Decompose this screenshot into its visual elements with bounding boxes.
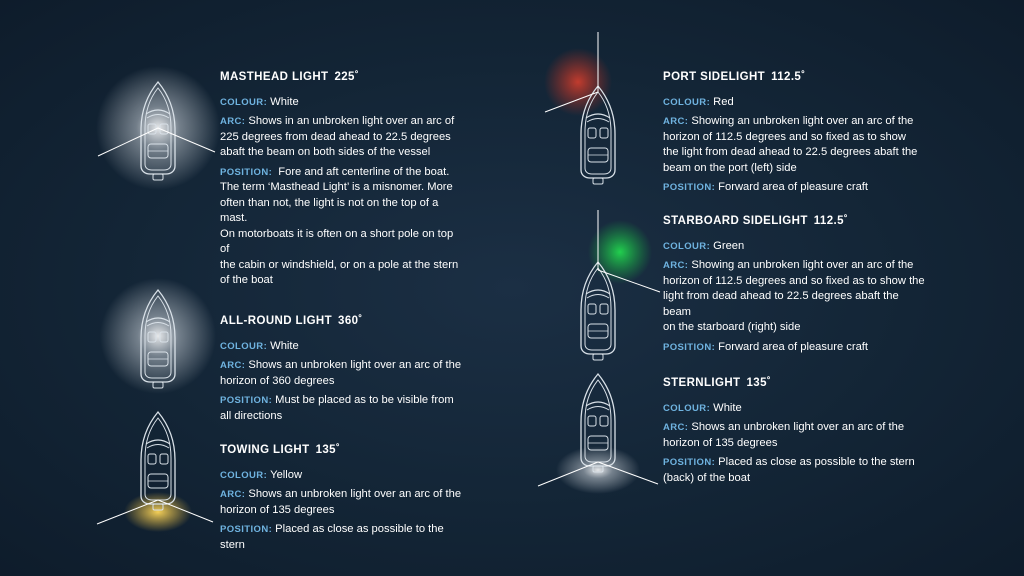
towing-glow xyxy=(124,492,192,532)
colour-label: COLOUR: xyxy=(663,402,711,414)
section-title: MASTHEAD LIGHT 225˚ xyxy=(220,71,360,83)
section-title: ALL-ROUND LIGHT 360˚ xyxy=(220,315,363,327)
colour-label: COLOUR: xyxy=(220,96,268,108)
arc-label: ARC: xyxy=(220,489,246,500)
arc-value: Shows an unbroken light over an arc of the horizon of 135 degrees xyxy=(663,421,905,449)
colour-value: White xyxy=(270,95,299,108)
arc-label: ARC: xyxy=(663,260,689,271)
colour-value: Yellow xyxy=(270,468,303,481)
arc-value: Showing an unbroken light over an arc of the horizon of 112.5 degrees and so fixed as to show the light from dead ahead to 22.5 degrees abaft the beam on the port (left) side xyxy=(663,115,918,174)
arc-label: ARC: xyxy=(220,116,246,127)
colour-label: COLOUR: xyxy=(220,469,268,481)
section-title: TOWING LIGHT 135˚ xyxy=(220,444,341,456)
colour-value: Red xyxy=(713,95,734,108)
position-value: Placed as close as possible to the stern (back) of the boat xyxy=(663,456,915,484)
masthead-light-illustration xyxy=(96,66,220,190)
colour-value: White xyxy=(270,339,299,352)
towing-light-section xyxy=(220,443,480,557)
arc-value: Shows an unbroken light over an arc of the horizon of 135 degrees xyxy=(220,488,462,516)
colour-value: White xyxy=(713,401,742,414)
port-red-glow xyxy=(544,48,612,116)
all-round-light-illustration xyxy=(100,278,216,394)
colour-label: COLOUR: xyxy=(663,240,711,252)
position-value: Fore and aft centerline of the boat. The term ‘Masthead Light’ is a misnomer. More often than not, the light is not on the top of a mast. On motorboats it is often on a short pole on top of the cabin or windshield, or on a pole at the stern of the boat xyxy=(220,165,459,286)
arc-value: Shows in an unbroken light over an arc of 225 degrees from dead ahead to 22.5 degrees abaft the beam on both sides of the vessel xyxy=(220,115,455,158)
position-label: POSITION: xyxy=(220,524,273,535)
position-label: POSITION: xyxy=(663,457,716,468)
arc-label: ARC: xyxy=(220,360,246,371)
position-value: Must be placed as to be visible from all directions xyxy=(220,394,454,422)
position-label: POSITION: xyxy=(663,182,716,193)
position-value: Forward area of pleasure craft xyxy=(718,181,869,193)
sternlight-illustration xyxy=(538,374,658,494)
all-round-light-section xyxy=(220,314,480,428)
starboard-sidelight-section xyxy=(663,214,943,359)
port-sidelight-section xyxy=(663,70,943,200)
arc-value: Shows an unbroken light over an arc of the horizon of 360 degrees xyxy=(220,359,462,387)
masthead-light-section xyxy=(220,70,480,293)
position-label: POSITION: xyxy=(220,395,273,406)
section-title: STERNLIGHT 135˚ xyxy=(663,377,772,389)
colour-value: Green xyxy=(713,239,745,252)
arc-value: Showing an unbroken light over an arc of the horizon of 112.5 degrees and so fixed as to show the light from dead ahead to 22.5 degrees abaft the beam on the starboard (right) side xyxy=(663,259,925,333)
position-label: POSITION: xyxy=(220,166,273,178)
sternlight-section xyxy=(663,376,943,490)
section-title: STARBOARD SIDELIGHT 112.5˚ xyxy=(663,215,849,227)
starboard-sidelight-illustration xyxy=(581,210,660,360)
arc-label: ARC: xyxy=(663,116,689,127)
arc-label: ARC: xyxy=(663,422,689,433)
stern-glow xyxy=(556,446,640,494)
section-title: PORT SIDELIGHT 112.5˚ xyxy=(663,71,806,83)
position-label: POSITION: xyxy=(663,341,716,353)
position-value: Placed as close as possible to the stern xyxy=(220,523,444,551)
colour-label: COLOUR: xyxy=(663,96,711,108)
position-value: Forward area of pleasure craft xyxy=(718,340,869,353)
towing-light-illustration xyxy=(97,412,213,532)
port-sidelight-illustration xyxy=(544,32,615,184)
colour-label: COLOUR: xyxy=(220,340,268,352)
